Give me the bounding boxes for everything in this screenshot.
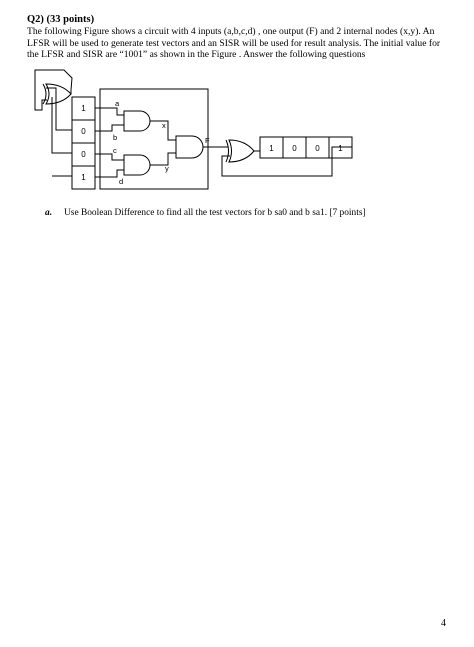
paragraph-line-2: LFSR will be used to generate test vectors and an SISR will be used for result analysis. The initial value for bbox=[27, 37, 441, 49]
wire-b bbox=[95, 125, 124, 131]
circuit-figure bbox=[0, 0, 474, 200]
label-a: a bbox=[115, 99, 120, 108]
sisr-feedback-wire bbox=[222, 147, 352, 176]
lfsr-tap-wire-1 bbox=[46, 88, 72, 130]
and-gate-f bbox=[176, 136, 203, 158]
lfsr-bit-4: 1 bbox=[81, 173, 86, 182]
lfsr-bit-3: 0 bbox=[81, 150, 86, 159]
and-gate-x bbox=[124, 111, 150, 131]
part-a-label: a. bbox=[45, 208, 53, 218]
label-c: c bbox=[113, 146, 117, 155]
and-gate-y bbox=[124, 155, 150, 175]
lfsr-xor-gate bbox=[43, 84, 71, 104]
paragraph-line-1: The following Figure shows a circuit with 4 inputs (a,b,c,d) , one output (F) and 2 internal nodes (x,y). An bbox=[27, 26, 435, 37]
question-heading: Q2) (33 points) bbox=[27, 14, 95, 25]
lfsr-tap-wire-2 bbox=[52, 97, 72, 153]
wire-c bbox=[95, 154, 124, 160]
page-number: 4 bbox=[441, 618, 446, 629]
sisr-bit-4: 1 bbox=[338, 144, 343, 153]
part-a bbox=[45, 208, 366, 218]
sisr-xor-gate bbox=[226, 140, 254, 162]
label-b: b bbox=[113, 133, 118, 142]
wire-d bbox=[95, 170, 124, 177]
label-y: y bbox=[165, 164, 169, 173]
sisr-bit-3: 0 bbox=[315, 144, 320, 153]
sisr-input-wire bbox=[254, 147, 260, 151]
lfsr-bit-2: 0 bbox=[81, 127, 86, 136]
paragraph-line-3: the LFSR and SISR are “1001” as shown in the Figure . Answer the following questions bbox=[27, 49, 366, 61]
label-d: d bbox=[119, 177, 124, 186]
part-a-text: Use Boolean Difference to find all the test vectors for b sa0 and b sa1. [7 points] bbox=[64, 208, 366, 218]
wire-a bbox=[95, 108, 124, 115]
label-f: F bbox=[205, 136, 210, 145]
sisr-bit-2: 0 bbox=[292, 144, 297, 153]
sisr-bit-1: 1 bbox=[269, 144, 274, 153]
wire-y bbox=[150, 153, 176, 165]
lfsr-bit-1: 1 bbox=[81, 104, 86, 113]
label-x: x bbox=[162, 121, 166, 130]
